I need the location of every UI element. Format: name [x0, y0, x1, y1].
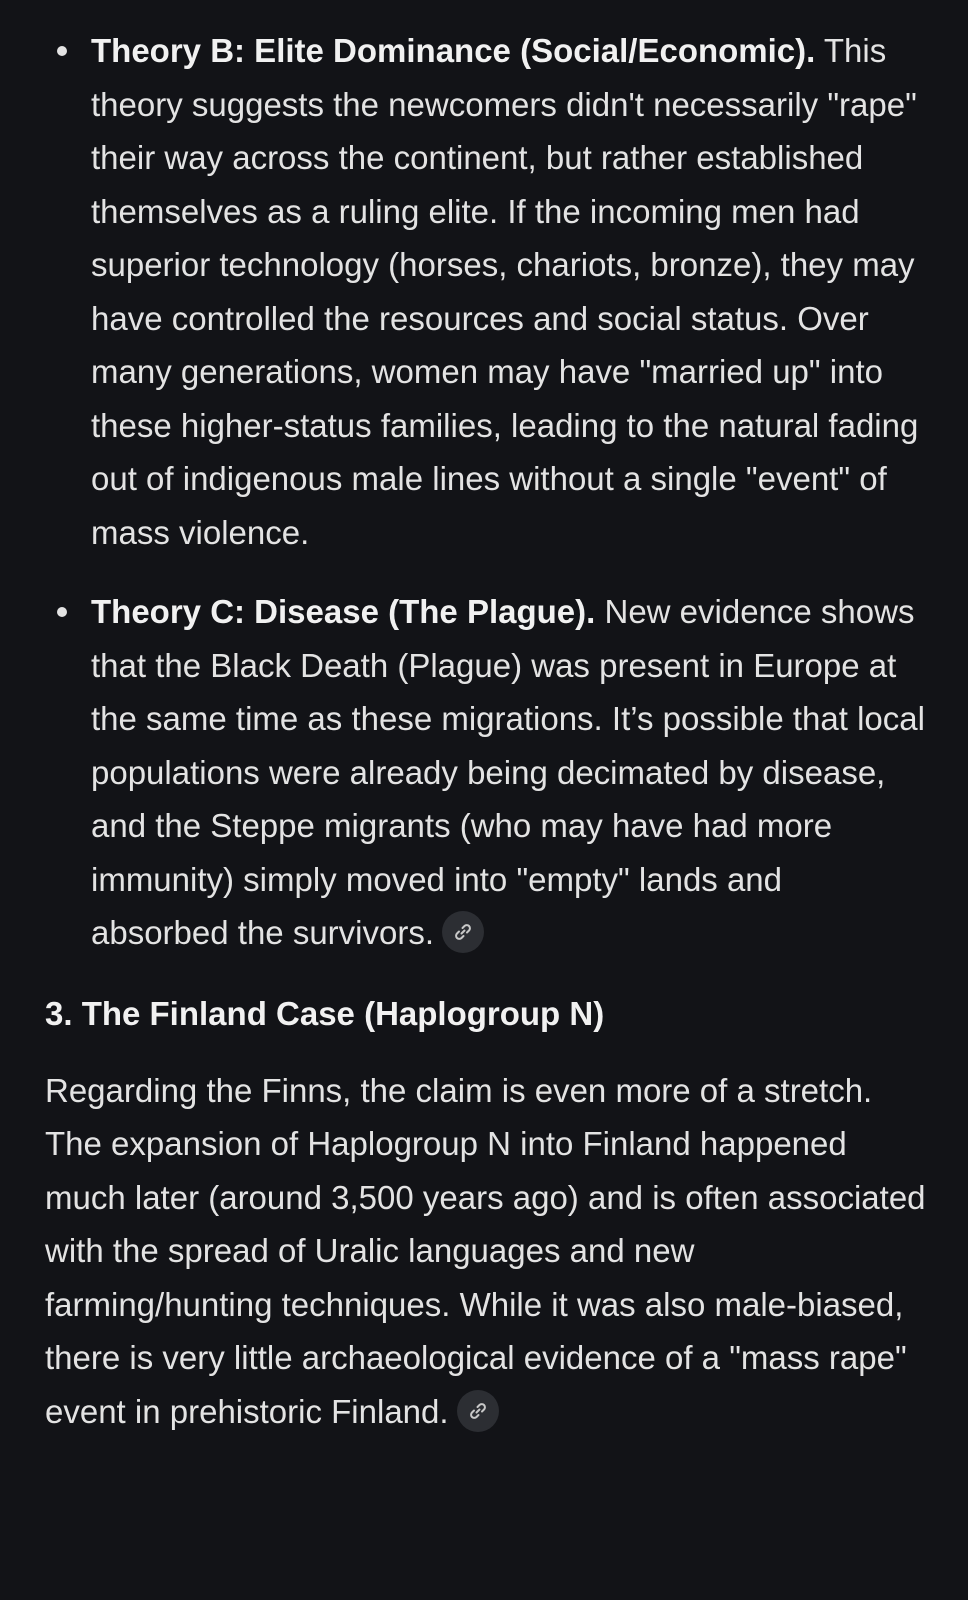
finland-paragraph	[45, 1064, 928, 1439]
link-icon	[453, 922, 473, 942]
section-heading: 3. The Finland Case (Haplogroup N)	[45, 994, 605, 1032]
theory-c-text: New evidence shows that the Black Death (Plague) was present in Europe at the same time as these migrations. It’s possible that local populations were already being decimated by disease, and the Steppe migrants (who may have had more immunity) simply moved into "empty" lands and absorbed the survivors.	[91, 593, 925, 951]
list-item	[45, 585, 928, 960]
citation-link-button[interactable]	[442, 911, 484, 953]
bullet-dot	[57, 607, 67, 617]
bullet-dot	[57, 46, 67, 56]
citation-link-button[interactable]	[457, 1390, 499, 1432]
theory-b-text: This theory suggests the newcomers didn't necessarily "rape" their way across the continent, but rather established themselves as a ruling elite. If the incoming men had superior technology (horses, chariots, bronze), they may have controlled the resources and social status. Over many generations, women may have "married up" into these higher-status families, leading to the natural fading out of indigenous male lines without a single "event" of mass violence.	[91, 32, 919, 551]
theory-list	[45, 24, 928, 960]
theory-b-title: Theory B: Elite Dominance (Social/Economic).	[91, 32, 816, 69]
finland-paragraph-text: Regarding the Finns, the claim is even more of a stretch. The expansion of Haplogroup N into Finland happened much later (around 3,500 years ago) and is often associated with the spread of Uralic languages and new farming/hunting techniques. While it was also male-biased, there is very little archaeological evidence of a "mass rape" event in prehistoric Finland.	[45, 1071, 926, 1430]
theory-c-title: Theory C: Disease (The Plague).	[91, 593, 596, 630]
link-icon	[468, 1401, 488, 1421]
list-item	[45, 24, 928, 559]
